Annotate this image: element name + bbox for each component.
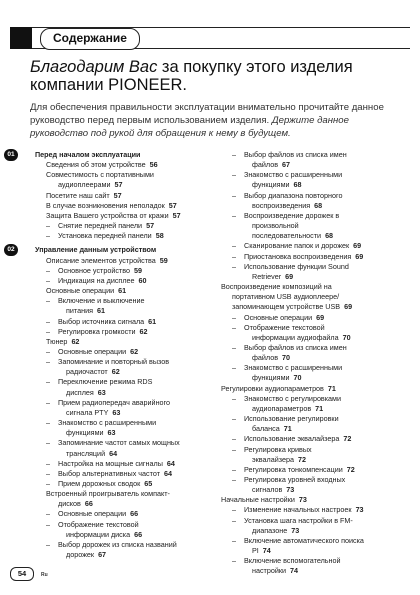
dash-bullet: – — [46, 519, 50, 529]
toc-entry — [35, 296, 215, 306]
toc-page-number: 73 — [291, 525, 300, 535]
toc-entry-title: аудиопараметров — [252, 403, 312, 413]
toc-entry-title: портативном USB аудиоплеере/ — [232, 292, 340, 302]
toc-entry — [221, 485, 401, 495]
toc-page-number: 59 — [159, 255, 168, 265]
dash-bullet: – — [46, 468, 50, 478]
dash-bullet: – — [232, 150, 236, 159]
toc-entry — [221, 556, 401, 566]
dash-bullet: – — [232, 322, 236, 332]
toc-page-number: 66 — [130, 509, 139, 519]
toc-entry-title: запоминающем устройстве USB — [232, 302, 341, 312]
dash-bullet: – — [46, 539, 50, 549]
toc-entry-title: дорожек — [66, 550, 95, 560]
dash-bullet: – — [46, 377, 50, 387]
toc-entry-title: Выбор диапазона повторного — [244, 190, 343, 200]
toc-entry — [221, 262, 401, 272]
toc-entry — [221, 231, 401, 241]
dash-bullet: – — [46, 231, 50, 241]
toc-entry-title: питания — [66, 306, 93, 316]
toc-entry — [35, 337, 215, 347]
toc-entry-title: Использование регулировки — [244, 414, 339, 424]
toc-entry-title: Отображение текстовой — [244, 322, 325, 332]
toc-page-number: 57 — [114, 180, 123, 190]
toc-entry — [221, 384, 401, 394]
intro-text — [30, 102, 402, 140]
dash-bullet: – — [46, 316, 50, 326]
toc-entry — [35, 540, 215, 550]
toc-page-number: 74 — [290, 566, 299, 576]
toc-entry — [35, 377, 215, 387]
toc-page-number: 72 — [346, 464, 355, 474]
toc-entry-title: Начальные настройки — [221, 495, 295, 505]
toc-entry — [221, 343, 401, 353]
toc-right-column — [221, 150, 401, 577]
intro-title-italic: Благодарим Вас — [30, 58, 158, 76]
dash-bullet: – — [46, 265, 50, 275]
toc-entry-title: Описание элементов устройства — [46, 255, 156, 265]
toc-entry-title: Настройка на мощные сигналы — [58, 458, 163, 468]
section-heading — [7, 150, 215, 160]
toc-entry — [221, 323, 401, 333]
toc-entry-title: Прием дорожных сводок — [58, 479, 141, 488]
toc-entry — [221, 536, 401, 546]
toc-entry-title: Установка передней панели — [58, 231, 152, 241]
toc-entry — [221, 404, 401, 414]
toc-page-number: 57 — [172, 210, 181, 220]
toc-entry — [221, 211, 401, 221]
toc-entry — [221, 191, 401, 201]
toc-entry-title: Знакомство с расширенными — [244, 363, 343, 373]
toc-entry — [35, 520, 215, 530]
toc-entry-title: трансляций — [66, 448, 106, 458]
toc-page-number: 71 — [283, 424, 292, 434]
toc-entry — [221, 221, 401, 231]
toc-entry — [35, 509, 215, 519]
toc-entry-title: файлов — [252, 353, 279, 363]
toc-entry-title: Посетите наш сайт — [46, 190, 110, 200]
dash-bullet: – — [232, 535, 236, 545]
dash-bullet: – — [232, 342, 236, 352]
toc-entry — [221, 516, 401, 526]
toc-entry — [35, 550, 215, 560]
toc-page-number: 64 — [166, 458, 175, 468]
dash-bullet: – — [46, 397, 50, 407]
toc-page-number: 62 — [139, 326, 148, 336]
toc-entry — [35, 347, 215, 357]
toc-entry — [35, 418, 215, 428]
dash-bullet: – — [232, 170, 236, 180]
dash-bullet: – — [232, 363, 236, 373]
toc-entry — [221, 241, 401, 251]
dash-bullet: – — [46, 479, 50, 488]
dash-bullet: – — [232, 515, 236, 525]
toc-entry-title: Запоминание и повторный вызов — [58, 357, 170, 367]
toc-page-number: 71 — [315, 403, 324, 413]
dash-bullet: – — [46, 509, 50, 519]
toc-entry — [221, 160, 401, 170]
section-heading — [7, 245, 215, 255]
toc-entry-title: Знакомство с расширенными — [58, 418, 157, 428]
section-number-badge: 02 — [4, 244, 18, 256]
toc-entry — [35, 388, 215, 398]
dash-bullet: – — [232, 414, 236, 424]
toc-entry-title: Запоминание частот самых мощных — [58, 438, 180, 448]
toc-entry-title: Снятие передней панели — [58, 221, 143, 231]
toc-entry-title: Прием радиопередач аварийного — [58, 397, 171, 407]
toc-entry — [35, 530, 215, 540]
toc-entry-title: Основные операции — [58, 509, 127, 519]
toc-page-number: 73 — [298, 495, 307, 505]
toc-entry — [35, 449, 215, 459]
section-title: Управление данным устройством — [35, 245, 157, 255]
section-number-badge: 01 — [4, 149, 18, 161]
toc-entry — [221, 252, 401, 262]
toc-entry — [221, 282, 401, 292]
toc-entry — [221, 313, 401, 323]
intro — [30, 58, 402, 140]
toc-page-number: 62 — [111, 367, 120, 377]
toc-page-number: 64 — [109, 448, 118, 458]
toc-page-number: 71 — [327, 383, 336, 393]
toc-entry-title: Включение и выключение — [58, 296, 145, 306]
toc-entry — [221, 333, 401, 343]
dash-bullet: – — [232, 261, 236, 271]
toc-entry-title: информации диска — [66, 529, 131, 539]
dash-bullet: – — [232, 210, 236, 220]
toc-entry-title: файлов — [252, 160, 279, 170]
toc-entry — [35, 317, 215, 327]
dash-bullet: – — [232, 190, 236, 200]
dash-bullet: – — [232, 464, 236, 474]
header-bar — [10, 27, 410, 49]
toc-page-number: 73 — [355, 505, 364, 515]
toc-entry — [35, 428, 215, 438]
toc-entry-title: Основное устройство — [58, 265, 130, 275]
toc-entry-title: настройки — [252, 566, 287, 576]
toc-entry — [35, 211, 215, 221]
toc-page-number: 59 — [133, 265, 142, 275]
toc-entry-title: Регулировка уровней входных — [244, 475, 346, 484]
dash-bullet: – — [46, 346, 50, 356]
toc-entry-title: Регулировка громкости — [58, 326, 136, 336]
toc-entry — [221, 455, 401, 465]
toc-entry — [35, 459, 215, 469]
toc-entry — [221, 546, 401, 556]
toc-page-number: 62 — [71, 336, 80, 346]
toc-page-number: 57 — [146, 221, 155, 231]
toc-entry-title: Использование функции Sound — [244, 261, 349, 271]
toc-page-number: 57 — [113, 190, 122, 200]
toc-entry-title: сигнала PTY — [66, 407, 109, 417]
toc-left-column — [7, 150, 215, 560]
toc-entry-title: Основные операции — [46, 286, 115, 296]
toc-entry-title: Включение вспомогательной — [244, 556, 341, 566]
toc-entry — [35, 499, 215, 509]
toc-entry — [221, 394, 401, 404]
toc-page-number: 63 — [112, 407, 121, 417]
toc-entry — [35, 367, 215, 377]
toc-entry-title: Знакомство с расширенными — [244, 170, 343, 180]
toc-entry — [221, 302, 401, 312]
toc-entry — [35, 479, 215, 489]
toc-page-number: 69 — [353, 241, 362, 251]
toc-page-number: 61 — [118, 286, 127, 296]
toc-page-number: 70 — [293, 373, 302, 383]
toc-entry — [221, 495, 401, 505]
toc-entry-title: Сканирование папок и дорожек — [244, 241, 350, 251]
toc-entry — [221, 353, 401, 363]
toc-page-number: 67 — [98, 550, 107, 560]
toc-entry — [221, 424, 401, 434]
dash-bullet: – — [232, 251, 236, 261]
dash-bullet: – — [232, 241, 236, 251]
toc-entry — [35, 221, 215, 231]
toc-entry — [221, 272, 401, 282]
toc-entry-title: дисков — [58, 499, 81, 509]
toc-page-number: 62 — [130, 346, 139, 356]
toc-page-number: 74 — [262, 546, 271, 556]
dash-bullet: – — [46, 221, 50, 231]
toc-entry-title: В случае возникновения неполадок — [46, 200, 165, 210]
toc-page-number: 68 — [293, 180, 302, 190]
toc-entry-title: Регулировка тонкомпенсации — [244, 464, 343, 474]
toc-page-number: 72 — [297, 454, 306, 464]
toc-page-number: 69 — [344, 302, 353, 312]
dash-bullet: – — [232, 434, 236, 444]
toc-entry-title: Знакомство с регулировками — [244, 393, 342, 403]
toc-page-number: 69 — [285, 271, 294, 281]
toc-entry — [35, 231, 215, 241]
toc-entry — [221, 150, 401, 160]
toc-entry-title: функциями — [252, 373, 290, 383]
dash-bullet: – — [46, 296, 50, 306]
dash-bullet: – — [232, 444, 236, 454]
toc-entry — [35, 469, 215, 479]
toc-page-number: 60 — [138, 275, 147, 285]
dash-bullet: – — [46, 458, 50, 468]
dash-bullet: – — [232, 312, 236, 322]
toc-entry — [35, 327, 215, 337]
toc-entry-title: радиочастот — [66, 367, 108, 377]
toc-page-number: 66 — [84, 499, 93, 509]
toc-entry — [35, 256, 215, 266]
toc-entry — [221, 465, 401, 475]
toc-page-number: 61 — [97, 306, 105, 316]
intro-text-italic: Держите данное руководство под рукой для обращения к нему в будущем. — [30, 114, 349, 139]
dash-bullet: – — [232, 556, 236, 566]
toc-entry — [221, 414, 401, 424]
toc-page-number: 69 — [355, 251, 364, 261]
toc-entry-title: диапазоне — [252, 525, 288, 535]
toc-entry-title: Использование эквалайзера — [244, 434, 340, 444]
language-code: Ru — [41, 572, 48, 578]
toc-page-number: 64 — [164, 468, 172, 478]
toc-entry — [35, 266, 215, 276]
toc-entry-title: Тюнер — [46, 336, 68, 346]
toc-page-number: 70 — [342, 332, 351, 342]
intro-title — [30, 58, 402, 94]
toc-entry-title: Основные операции — [244, 312, 313, 322]
toc-entry-title: функциями — [66, 428, 104, 438]
toc-page-number: 73 — [286, 485, 295, 495]
toc-entry-title: аудиоплеерами — [58, 180, 111, 190]
toc-entry-title: Retriever — [252, 271, 282, 281]
dash-bullet: – — [232, 393, 236, 403]
toc-page-number: 57 — [168, 200, 177, 210]
toc-entry-title: информации аудиофайла — [252, 332, 339, 342]
toc-entry — [35, 286, 215, 296]
toc-entry-title: Выбор дорожек из списка названий — [58, 539, 177, 549]
toc-page-number: 70 — [282, 353, 291, 363]
toc-entry-title: PI — [252, 546, 259, 556]
dash-bullet: – — [46, 275, 50, 285]
toc-page-number: 68 — [325, 231, 334, 241]
toc-entry-title: Приостановка воспроизведения — [244, 251, 352, 261]
toc-entry — [35, 191, 215, 201]
toc-entry-title: последовательности — [252, 231, 322, 241]
toc-entry — [35, 306, 215, 316]
toc-entry — [35, 201, 215, 211]
header-tab-marker — [10, 27, 32, 49]
toc-entry-title: сигналов — [252, 485, 283, 495]
toc-entry-title: Воспроизведение дорожек в — [244, 210, 340, 220]
toc-page-number: 69 — [316, 312, 325, 322]
dash-bullet: – — [46, 418, 50, 428]
section-title: Перед началом эксплуатации — [35, 150, 141, 159]
toc-entry-title: Установка шага настройки в FM- — [244, 515, 353, 525]
toc-entry — [221, 445, 401, 455]
dash-bullet: – — [46, 357, 50, 367]
page-title: Содержание — [40, 28, 140, 50]
toc-page-number: 56 — [149, 160, 158, 170]
toc-entry-title: Основные операции — [58, 346, 127, 356]
toc-page-number: 66 — [134, 529, 143, 539]
toc-entry — [221, 170, 401, 180]
toc-entry — [221, 292, 401, 302]
toc-entry-title: дисплея — [66, 387, 94, 397]
toc-entry-title: эквалайзера — [252, 454, 294, 464]
toc-entry — [221, 526, 401, 536]
toc-entry — [221, 363, 401, 373]
toc-entry — [221, 201, 401, 211]
toc-entry — [221, 373, 401, 383]
toc-entry — [221, 434, 401, 444]
toc-entry — [221, 475, 401, 485]
toc-page-number: 63 — [107, 428, 116, 438]
toc-entry — [35, 438, 215, 448]
toc-entry-title: баланса — [252, 424, 280, 434]
toc-entry-title: Регулировка кривых — [244, 444, 312, 454]
toc-entry-title: Отображение текстовой — [58, 519, 139, 529]
toc-entry-title: Совместимость с портативными — [46, 170, 154, 180]
toc-entry — [35, 160, 215, 170]
toc-entry-title: функциями — [252, 180, 290, 190]
toc-entry — [35, 357, 215, 367]
dash-bullet: – — [46, 326, 50, 336]
toc-entry — [35, 170, 215, 180]
toc-entry-title: Встроенный проигрыватель компакт- — [46, 489, 170, 499]
toc-entry — [221, 180, 401, 190]
toc-entry — [35, 180, 215, 190]
toc-page-number: 67 — [282, 160, 291, 170]
toc-entry-title: Индикация на дисплее — [58, 275, 135, 285]
toc-entry-title: Защита Вашего устройства от кражи — [46, 210, 169, 220]
toc-page-number: 65 — [144, 479, 153, 488]
toc-entry-title: Выбор файлов из списка имен — [244, 342, 347, 352]
toc-entry — [35, 489, 215, 499]
toc-entry-title: Изменение начальных настроек — [244, 505, 352, 515]
toc-page-number: 63 — [97, 387, 106, 397]
intro-title-rest: за покупку этого изделия компании PIONEER. — [30, 58, 353, 94]
toc-entry-title: Выбор альтернативных частот — [58, 468, 160, 478]
toc-entry-title: воспроизведения — [252, 200, 311, 210]
toc-entry — [35, 276, 215, 286]
toc-entry — [221, 566, 401, 576]
intro-text-plain: Для обеспечения правильности эксплуатации внимательно прочитайте данное руководство перед первым использованием изделия. — [30, 102, 384, 126]
toc-entry-title: произвольной — [252, 221, 299, 231]
toc-page-number: 68 — [314, 200, 323, 210]
toc-entry-title: Выбор источника сигнала — [58, 316, 145, 326]
toc-page-number: 61 — [148, 316, 157, 326]
toc-entry-title: Переключение режима RDS — [58, 377, 153, 387]
toc-entry-title: Выбор файлов из списка имен — [244, 150, 347, 159]
toc-entry — [35, 408, 215, 418]
toc-entry-title: Воспроизведение композиций на — [221, 282, 332, 292]
dash-bullet: – — [232, 475, 236, 484]
toc-page-number: 72 — [343, 434, 352, 444]
toc-entry — [221, 505, 401, 515]
toc-page-number: 58 — [155, 231, 164, 241]
dash-bullet: – — [46, 438, 50, 448]
dash-bullet: – — [232, 505, 236, 515]
toc-entry — [35, 398, 215, 408]
toc-entry-title: Сведения об этом устройстве — [46, 160, 146, 170]
page-number: 54 — [10, 567, 34, 581]
toc-entry-title: Включение автоматического поиска — [244, 535, 364, 545]
toc-entry-title: Регулировки аудиопараметров — [221, 383, 324, 393]
